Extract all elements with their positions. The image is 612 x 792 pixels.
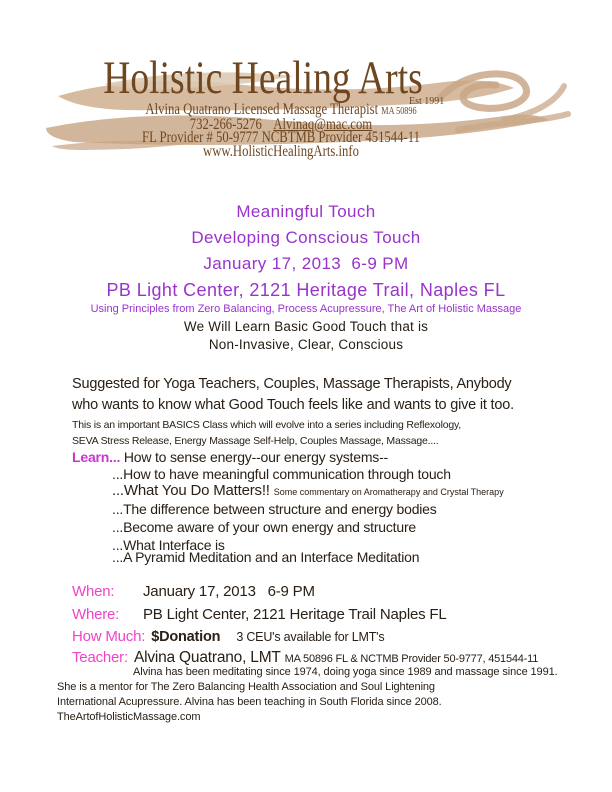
- teacher-label: Teacher:: [72, 649, 128, 666]
- learn-intro-line1: We Will Learn Basic Good Touch that is: [183, 319, 429, 334]
- suggested-for-line2: who wants to know what Good Touch feels like and wants to give it too.: [72, 397, 514, 413]
- event-subtitle: Developing Conscious Touch: [191, 228, 421, 247]
- email-link[interactable]: Alvinaq@mac.com: [273, 116, 373, 134]
- header-contact-block: [51, 103, 512, 158]
- matters-text: ...What You Do Matters!!: [112, 482, 274, 499]
- learn-intro-line2: Non-Invasive, Clear, Conscious: [208, 337, 404, 352]
- learn-item-awareness: ...Become aware of your own energy and structure: [112, 519, 417, 535]
- suggested-for-line1: Suggested for Yoga Teachers, Couples, Massage Therapists, Anybody: [72, 376, 512, 392]
- learn-item-interface: ...What Interface is: [112, 537, 225, 553]
- when-row: [72, 583, 315, 600]
- learn-item-structure-energy: ...The difference between structure and energy bodies: [112, 501, 437, 517]
- provider-numbers-line: FL Provider # 50-9777 NCBTMB Provider 451544-11: [142, 129, 420, 147]
- learn-first-item: How to sense energy--our energy systems--: [120, 449, 389, 465]
- business-name-title: Holistic Healing Arts: [103, 52, 423, 104]
- learn-item-meditation: ...A Pyramid Meditation and an Interface Meditation: [112, 549, 420, 565]
- learn-item-communication: ...How to have meaningful communication through touch: [112, 466, 451, 482]
- teacher-name: Alvina Quatrano, LMT: [133, 649, 281, 666]
- learn-item-matters: [112, 482, 504, 499]
- bio-line1: Alvina has been meditating since 1974, doing yoga since 1989 and massage since 1991.: [133, 666, 558, 678]
- established-year: Est 1991: [409, 96, 445, 107]
- where-label: Where:: [72, 606, 120, 623]
- bio-line3: International Acupressure. Alvina has been teaching in South Florida since 2008.: [57, 696, 442, 708]
- learn-list-intro: [72, 449, 388, 465]
- phone-number: 732-266-5276: [189, 116, 262, 134]
- therapist-license: MA 50896: [381, 106, 417, 117]
- donation-value: $Donation: [151, 629, 221, 645]
- when-label: When:: [72, 583, 115, 600]
- event-location: PB Light Center, 2121 Heritage Trail, Naples FL: [106, 280, 506, 300]
- when-value: January 17, 2013 6-9 PM: [143, 583, 315, 600]
- bio-line2: She is a mentor for The Zero Balancing Health Association and Soul Lightening: [57, 681, 435, 693]
- basics-class-line2: SEVA Stress Release, Energy Massage Self-Help, Couples Massage, Massage....: [72, 435, 439, 447]
- event-datetime: January 17, 2013 6-9 PM: [203, 254, 409, 273]
- therapist-name-title: Alvina Quatrano Licensed Massage Therapist: [145, 101, 379, 118]
- teacher-row: [72, 649, 538, 667]
- teacher-credentials: MA 50896 FL & NCTMB Provider 50-9777, 451544-11: [284, 653, 539, 665]
- principles-line: Using Principles from Zero Balancing, Process Acupressure, The Art of Holistic Massage: [90, 303, 522, 315]
- where-row: [72, 606, 446, 623]
- matters-note: Some commentary on Aromatherapy and Crystal Therapy: [273, 487, 504, 497]
- website-link[interactable]: www.HolisticHealingArts.info: [203, 142, 359, 160]
- basics-class-line1: This is an important BASICS Class which will evolve into a series including Reflexology,: [72, 419, 461, 431]
- event-title: Meaningful Touch: [236, 202, 376, 221]
- ceu-note: 3 CEU's available for LMT's: [236, 630, 385, 644]
- where-value: PB Light Center, 2121 Heritage Trail Naples FL: [143, 606, 447, 623]
- how-much-label: How Much:: [72, 628, 146, 645]
- how-much-row: [72, 628, 384, 645]
- website-footer-link[interactable]: TheArtofHolisticMassage.com: [57, 711, 201, 723]
- learn-label: Learn...: [72, 449, 121, 465]
